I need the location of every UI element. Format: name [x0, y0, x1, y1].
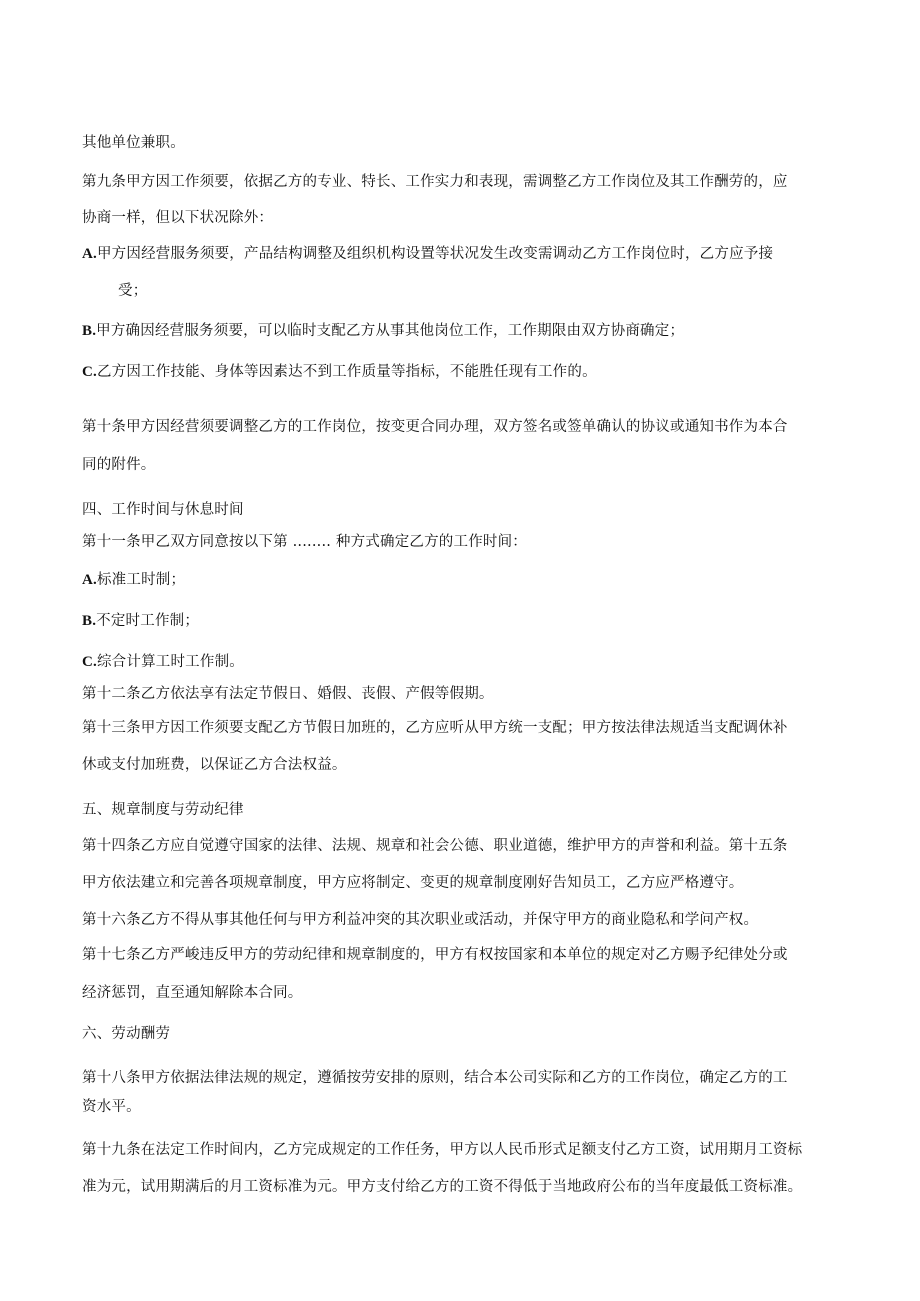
line-text: 协商一样，但以下状况除外：	[82, 210, 274, 226]
article-9-line-1	[82, 172, 788, 192]
line-text: 第十九条在法定工作时间内，乙方完成规定的工作任务，甲方以人民币形式足额支付乙方工资，试用期月工资标	[82, 1142, 803, 1158]
list-item-a-continued	[118, 281, 147, 301]
article-14-line-2	[82, 873, 744, 893]
list-marker: B.	[82, 613, 97, 629]
article-14-line-1	[82, 836, 788, 856]
line-text: 休或支付加班费，以保证乙方合法权益。	[82, 757, 347, 773]
line-text: 受；	[118, 283, 148, 299]
article-11	[82, 532, 527, 552]
article-19-line-1	[82, 1140, 802, 1160]
list-item-a	[82, 570, 185, 590]
list-marker: A.	[82, 572, 97, 588]
line-text: 第十条甲方因经营须要调整乙方的工作岗位，按变更合同办理，双方签名或签单确认的协议或通知书作为本合	[82, 419, 788, 435]
line-text: 六、劳动酬劳	[82, 1026, 171, 1042]
line-text: 四、工作时间与休息时间	[82, 502, 244, 518]
article-18-line-2	[82, 1097, 141, 1117]
article-19-line-2	[82, 1177, 802, 1197]
section-heading-4	[82, 500, 244, 520]
line-text: 五、规章制度与劳动纪律	[82, 802, 244, 818]
list-item-c	[82, 362, 597, 382]
line-text: 不定时工作制；	[96, 613, 200, 629]
line-text: 甲方因经营服务须要，产品结构调整及组织机构设置等状况发生改变需调动乙方工作岗位时，乙方应予接	[96, 246, 774, 262]
article-16	[82, 910, 758, 930]
list-marker: C.	[82, 654, 97, 670]
line-text: 同的附件。	[82, 457, 156, 473]
line-text: 资水平。	[82, 1099, 141, 1115]
section-heading-5	[82, 800, 244, 820]
line-text: 准为元，试用期满后的月工资标准为元。甲方支付给乙方的工资不得低于当地政府公布的当年度最低工资标准。	[82, 1179, 803, 1195]
list-item-a	[82, 244, 773, 264]
text-line	[82, 133, 185, 153]
list-item-b	[82, 611, 199, 631]
line-text: 甲方确因经营服务须要，可以临时支配乙方从事其他岗位工作，工作期限由双方协商确定；	[96, 323, 685, 339]
section-heading-6	[82, 1024, 170, 1044]
line-text: 经济惩罚，直至通知解除本合同。	[82, 985, 303, 1001]
article-17-line-1	[82, 945, 788, 965]
line-text: 乙方因工作技能、身体等因素达不到工作质量等指标，不能胜任现有工作的。	[96, 364, 597, 380]
line-text: 甲方依法建立和完善各项规章制度，甲方应将制定、变更的规章制度刚好告知员工，乙方应严格遵守。	[82, 875, 744, 891]
article-12	[82, 684, 494, 704]
article-10-line-1	[82, 417, 788, 437]
line-text: 第十一条甲乙双方同意按以下第 ........ 种方式确定乙方的工作时间：	[82, 534, 527, 550]
line-text: 第十七条乙方严峻违反甲方的劳动纪律和规章制度的，甲方有权按国家和本单位的规定对乙方赐予纪律处分或	[82, 947, 788, 963]
list-marker: C.	[82, 364, 97, 380]
line-text: 第十二条乙方依法享有法定节假日、婚假、丧假、产假等假期。	[82, 686, 494, 702]
list-marker: B.	[82, 323, 97, 339]
list-marker: A.	[82, 246, 97, 262]
line-text: 其他单位兼职。	[82, 135, 185, 151]
line-text: 第十三条甲方因工作须要支配乙方节假日加班的，乙方应听从甲方统一支配；甲方按法律法规适当支配调休补	[82, 720, 788, 736]
article-17-line-2	[82, 983, 303, 1003]
article-18-line-1	[82, 1068, 788, 1088]
line-text: 第九条甲方因工作须要，依据乙方的专业、特长、工作实力和表现，需调整乙方工作岗位及其工作酬劳的，应	[82, 174, 788, 190]
article-13-line-2	[82, 755, 347, 775]
list-item-c	[82, 652, 244, 672]
line-text: 第十六条乙方不得从事其他任何与甲方利益冲突的其次职业或活动，并保守甲方的商业隐私和学问产权。	[82, 912, 759, 928]
article-10-line-2	[82, 455, 156, 475]
article-13-line-1	[82, 718, 788, 738]
list-item-b	[82, 321, 684, 341]
line-text: 综合计算工时工作制。	[96, 654, 244, 670]
article-9-line-2	[82, 208, 273, 228]
line-text: 第十八条甲方依据法律法规的规定，遵循按劳安排的原则，结合本公司实际和乙方的工作岗位，确定乙方的工	[82, 1070, 788, 1086]
line-text: 第十四条乙方应自觉遵守国家的法律、法规、规章和社会公德、职业道德，维护甲方的声誉和利益。第十五条	[82, 838, 788, 854]
line-text: 标准工时制；	[96, 572, 186, 588]
